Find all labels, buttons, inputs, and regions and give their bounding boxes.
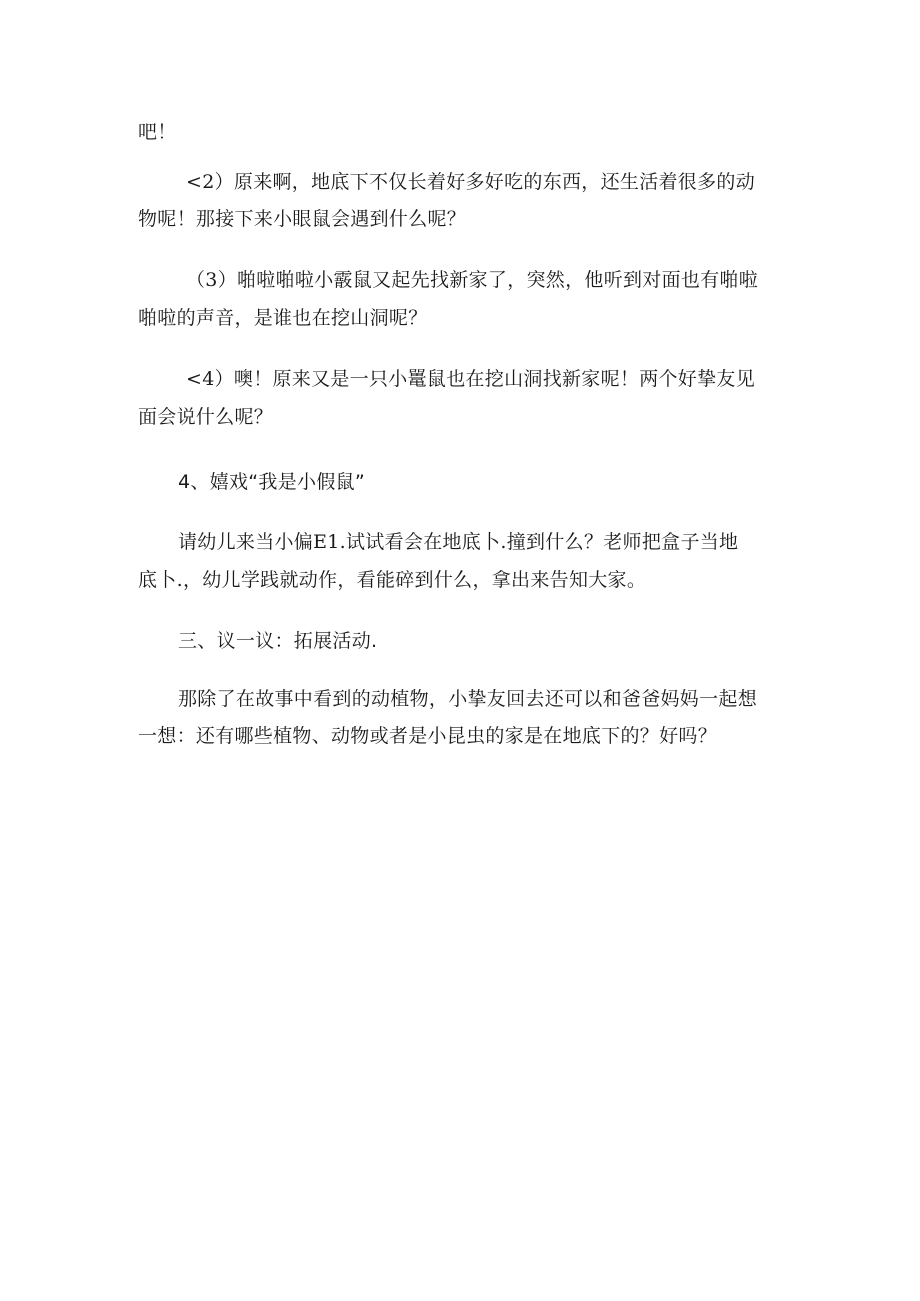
- paragraph-line-9: 请幼儿来当小偏E1.试试看会在地底卜.撞到什么？老师把盒子当地: [178, 531, 739, 553]
- paragraph-line-4: （3）啪啦啪啦小霰鼠又起先找新家了，突然，他听到对面也有啪啦: [186, 269, 759, 291]
- paragraph-line-10: 底卜.，幼儿学践就动作，看能碎到什么，拿出来告知大家。: [138, 569, 647, 591]
- paragraph-line-13: 一想：还有哪些植物、动物或者是小昆虫的家是在地底下的？好吗？: [138, 725, 718, 747]
- paragraph-line-3: 物呢！那接下来小眼鼠会遇到什么呢？: [138, 208, 467, 230]
- section-heading-discussion: 三、议一议：拓展活动.: [178, 630, 378, 652]
- section-heading-game: 4、嬉戏“我是小假鼠”: [178, 471, 366, 493]
- paragraph-line-6: <4）噢！原来又是一只小鼍鼠也在挖山洞找新家呢！两个好挚友见: [186, 368, 756, 390]
- paragraph-line-12: 那除了在故事中看到的动植物，小挚友回去还可以和爸爸妈妈一起想: [178, 688, 758, 710]
- paragraph-line-1: 吧！: [138, 121, 177, 143]
- paragraph-line-5: 啪啦的声音，是谁也在挖山洞呢？: [138, 307, 428, 329]
- paragraph-line-2: <2）原来啊，地底下不仅长着好多好吃的东西，还生活着很多的动: [186, 171, 756, 193]
- paragraph-line-7: 面会说什么呢？: [138, 406, 274, 428]
